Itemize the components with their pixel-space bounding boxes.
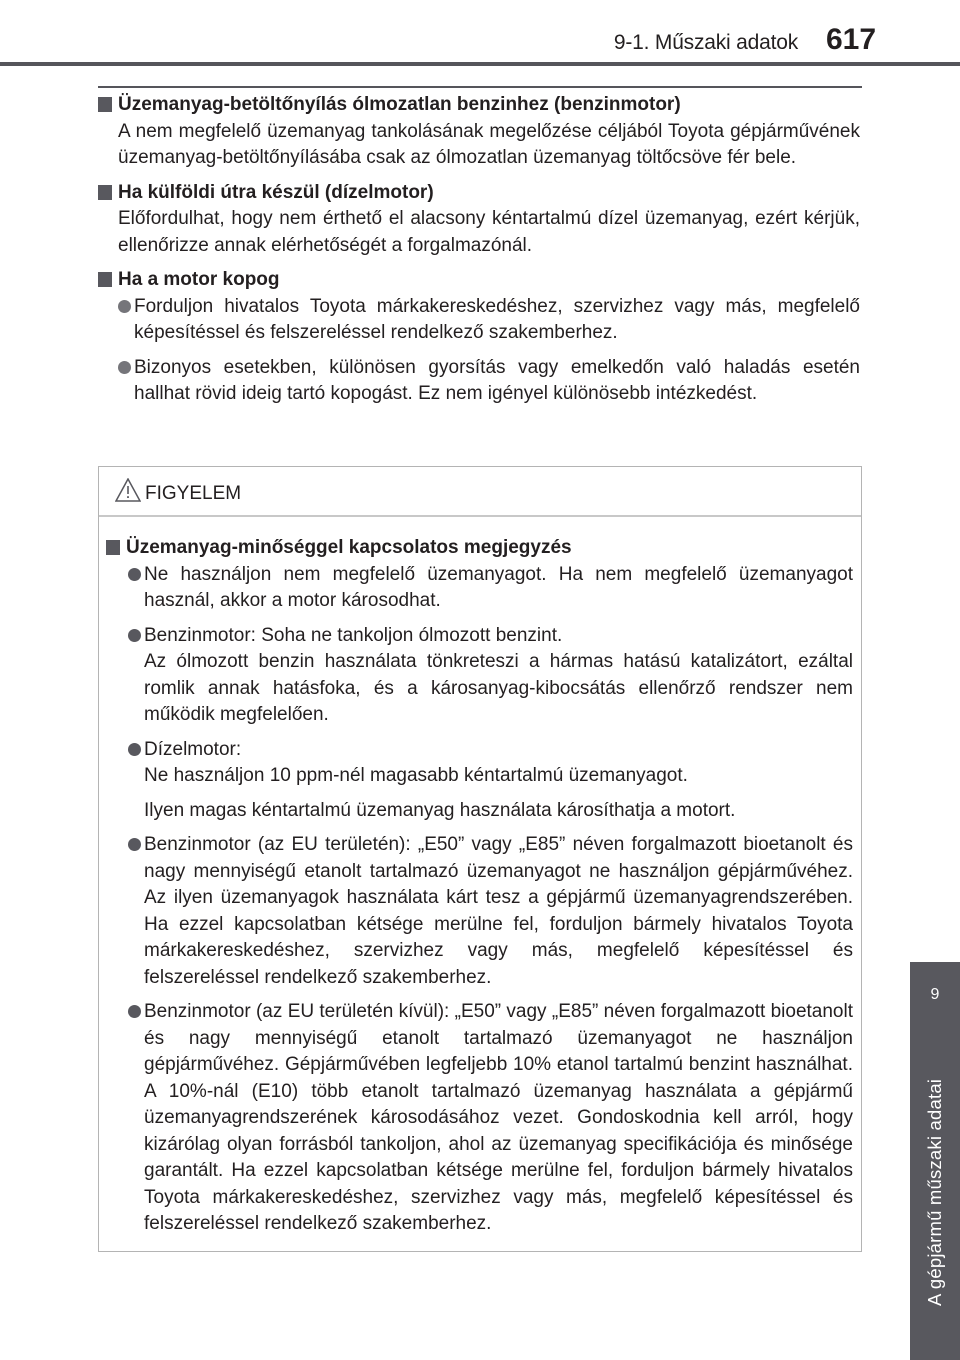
section-heading: Ha külföldi útra készül (dízelmotor) (98, 180, 860, 207)
list-item: Forduljon hivatalos Toyota márkakereskedéshez, szervizhez vagy más, megfelelő képesítéssel és felszereléssel rendelkező szakemberhez. (98, 294, 860, 347)
round-bullet-icon (118, 300, 131, 313)
warning-label: FIGYELEM (145, 483, 242, 504)
section-text: Előfordulhat, hogy nem érthető el alacsony kéntartalmú dízel üzemanyag, ezért kérjük, ellenőrizze annak elérhetőségét a forgalmazónál. (118, 208, 860, 256)
square-bullet-icon (106, 540, 120, 555)
round-bullet-icon (128, 743, 141, 756)
section-fuel-filler (98, 92, 860, 172)
section-travel-abroad (98, 180, 860, 260)
round-bullet-icon (128, 629, 141, 642)
list-item: Dízelmotor: Ne használjon 10 ppm-nél magasabb kéntartalmú üzemanyagot. Ilyen magas kéntartalmú üzemanyag használata károsíthatja a motort. (106, 737, 853, 825)
list-item: Benzinmotor (az EU területén): „E50” vagy „E85” néven forgalmazott bioetanolt és nagy mennyiségű etanolt tartalmazó üzemanyagot ne használjon gépjárművéhez. Az ilyen üzemanyagok használata kárt tesz a gépjármű üzemanyagrendszerében. Ha ezzel kapcsolatban kétsége merülne fel, forduljon bármely hivatalos Toyota márkakereskedéshez, szervizhez vagy más, megfelelő képesítéssel és felszereléssel rendelkező szakemberhez. (106, 832, 853, 991)
section-heading: Ha a motor kopog (98, 267, 860, 294)
warning-body (99, 517, 861, 1238)
section-text: A nem megfelelő üzemanyag tankolásának megelőzése céljából Toyota gépjárművének üzemanyag-betöltőnyílásába csak az ólmozatlan üzemanyag töltőcsöve fér bele. (118, 120, 860, 168)
section-engine-knock (98, 267, 860, 408)
main-content (98, 92, 860, 416)
chapter-number: 9 (930, 986, 940, 1003)
section-header: 9-1. Műszaki adatok (613, 31, 798, 54)
round-bullet-icon (118, 361, 131, 374)
list-item: Benzinmotor: Soha ne tankoljon ólmozott benzint. Az ólmozott benzin használata tönkreteszi a hármas hatású katalizátort, ezáltal romlik annak hatásfoka, és a károsanyag-kibocsátás ellenőrző rendszer nem működik megfelelően. (106, 623, 853, 729)
warning-heading: Üzemanyag-minőséggel kapcsolatos megjegyzés (106, 535, 853, 562)
content-top-rule (98, 86, 862, 88)
round-bullet-icon (128, 1005, 141, 1018)
round-bullet-icon (128, 568, 141, 581)
warning-triangle-icon (115, 478, 141, 502)
list-item: Benzinmotor (az EU területén kívül): „E50” vagy „E85” néven forgalmazott bioetanolt és nagy mennyiségű etanolt tartalmazó üzemanyagot ne használjon gépjárművéhez. Gépjárművében legfeljebb 10% etanol tartalmú benzint használhat. A 10%-nál (E10) több etanolt tartalmazó üzemanyag használata a gépjármű üzemanyagrendszerének károsodásához vezet. Gondoskodnia kell arról, hogy kizárólag olyan forrásból tankoljon, ahol az üzemanyag specifikációja és minősége garantált. Ha ezzel kapcsolatban kétsége merülne fel, forduljon bármely hivatalos Toyota márkakereskedéshez, szervizhez vagy más, megfelelő képesítéssel és felszereléssel rendelkező szakemberhez. (106, 999, 853, 1238)
list-item: Bizonyos esetekben, különösen gyorsítás vagy emelkedőn való haladás esetén hallhat rövid ideig tartó kopogást. Ez nem igényel különösebb intézkedést. (98, 355, 860, 408)
page-number: 617 (826, 23, 877, 56)
warning-header (99, 467, 861, 517)
warning-box (98, 466, 862, 1252)
section-heading: Üzemanyag-betöltőnyílás ólmozatlan benzinhez (benzinmotor) (98, 92, 860, 119)
square-bullet-icon (98, 185, 112, 200)
list-item: Ne használjon nem megfelelő üzemanyagot. Ha nem megfelelő üzemanyagot használ, akkor a motor károsodhat. (106, 562, 853, 615)
square-bullet-icon (98, 97, 112, 112)
square-bullet-icon (98, 272, 112, 287)
round-bullet-icon (128, 838, 141, 851)
chapter-label: A gépjármű műszaki adatai (924, 1078, 945, 1306)
header-rule (0, 62, 960, 66)
